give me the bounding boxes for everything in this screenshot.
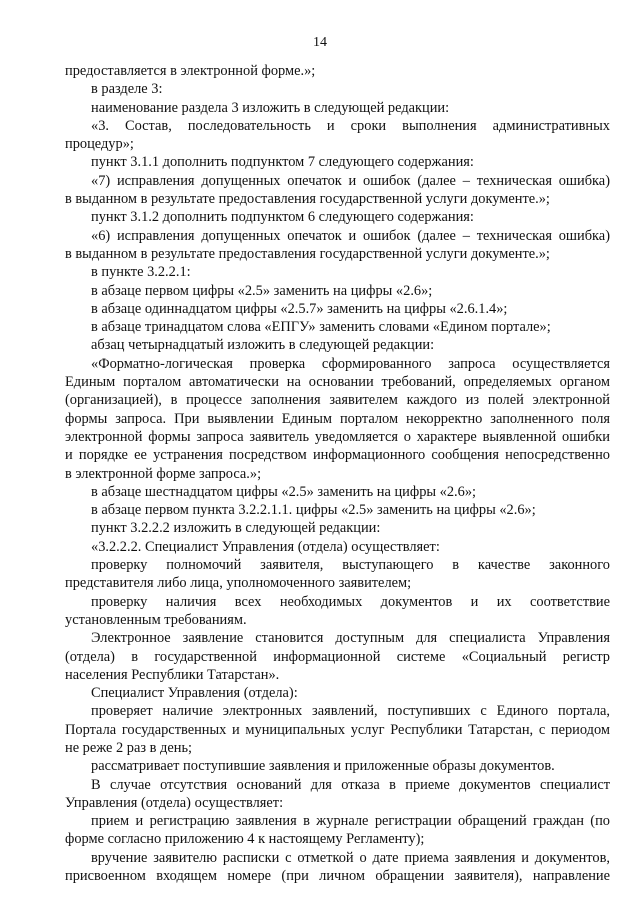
- text-line: «3. Состав, последовательность и сроки выполнения административных: [91, 117, 610, 134]
- text-line: в пункте 3.2.2.1:: [91, 264, 191, 281]
- text-line: в выданном в результате предоставления государственной услуги документе.»;: [65, 245, 550, 262]
- text-line: «3.2.2.2. Специалист Управления (отдела) осуществляет:: [91, 538, 440, 555]
- text-line: представителя либо лица, уполномоченного заявителем;: [65, 575, 412, 592]
- text-line: в разделе 3:: [91, 81, 163, 98]
- text-line: «Форматно-логическая проверка сформированного запроса осуществляется: [91, 355, 610, 372]
- text-line: пункт 3.1.2 дополнить подпунктом 6 следующего содержания:: [91, 209, 474, 226]
- text-line: (организацией), в процессе заполнения заявителем каждого из полей электронной: [65, 392, 610, 409]
- text-line: в абзаце тринадцатом слова «ЕПГУ» заменить словами «Едином портале»;: [91, 319, 551, 336]
- text-line: в абзаце первом цифры «2.5» заменить на цифры «2.6»;: [91, 282, 433, 299]
- text-line: в абзаце первом пункта 3.2.2.1.1. цифры «2.5» заменить на цифры «2.6»;: [91, 502, 536, 519]
- text-line: формы запроса. При выявлении Единым порталом некорректно заполненного поля: [65, 410, 610, 427]
- text-line: В случае отсутствия оснований для отказа в приеме документов специалист: [91, 776, 610, 793]
- text-line: Управления (отдела) осуществляет:: [65, 794, 284, 811]
- document-body: [65, 62, 610, 885]
- text-line: установленным требованиям.: [65, 611, 247, 628]
- text-line: не реже 2 раз в день;: [65, 739, 193, 756]
- text-line: наименование раздела 3 изложить в следующей редакции:: [91, 99, 450, 116]
- text-line: вручение заявителю расписки с отметкой о дате приема заявления и документов,: [91, 849, 610, 866]
- text-line: населения Республики Татарстан».: [65, 666, 280, 683]
- text-line: проверяет наличие электронных заявлений, поступивших с Единого портала,: [91, 703, 610, 720]
- text-line: присвоенном входящем номере (при личном обращении заявителя), направление: [65, 868, 610, 885]
- text-line: и порядке ее устранения посредством информационного сообщения непосредственно: [65, 447, 610, 464]
- text-line: Специалист Управления (отдела):: [91, 685, 298, 702]
- text-line: «7) исправления допущенных опечаток и ошибок (далее – техническая ошибка): [91, 172, 610, 189]
- text-line: прием и регистрацию заявления в журнале регистрации обращений граждан (по: [91, 813, 610, 830]
- text-line: в абзаце шестнадцатом цифры «2.5» заменить на цифры «2.6»;: [91, 483, 477, 500]
- text-line: Единым порталом автоматически на основании требований, определяемых органом: [65, 374, 610, 391]
- page-number: 14: [313, 35, 327, 50]
- text-line: «6) исправления допущенных опечаток и ошибок (далее – техническая ошибка): [91, 227, 610, 244]
- text-line: предоставляется в электронной форме.»;: [65, 63, 316, 79]
- text-line: Портала государственных и муниципальных услуг Республики Татарстан, с периодом: [65, 721, 610, 738]
- text-line: проверку наличия всех необходимых документов и их соответствие: [91, 593, 610, 610]
- text-line: форме согласно приложению 4 к настоящему Регламенту);: [65, 831, 425, 848]
- text-line: в выданном в результате предоставления государственной услуги документе.»;: [65, 191, 550, 208]
- text-line: пункт 3.1.1 дополнить подпунктом 7 следующего содержания:: [91, 154, 474, 171]
- text-line: рассматривает поступившие заявления и приложенные образы документов.: [91, 758, 555, 775]
- text-line: в электронной форме запроса.»;: [65, 465, 262, 482]
- text-line: в абзаце одиннадцатом цифры «2.5.7» заменить на цифры «2.6.1.4»;: [91, 300, 508, 317]
- text-line: проверку полномочий заявителя, выступающего в качестве законного: [91, 557, 610, 574]
- text-line: пункт 3.2.2.2 изложить в следующей редакции:: [91, 520, 381, 537]
- text-line: процедур»;: [65, 136, 134, 153]
- text-line: (отдела) в государственной информационной системе «Социальный регистр: [65, 648, 610, 665]
- text-line: абзац четырнадцатый изложить в следующей редакции:: [91, 337, 435, 354]
- text-line: электронной формы запроса заявитель уведомляется о характере выявленной ошибки: [65, 428, 610, 445]
- text-line: Электронное заявление становится доступным для специалиста Управления: [91, 630, 610, 647]
